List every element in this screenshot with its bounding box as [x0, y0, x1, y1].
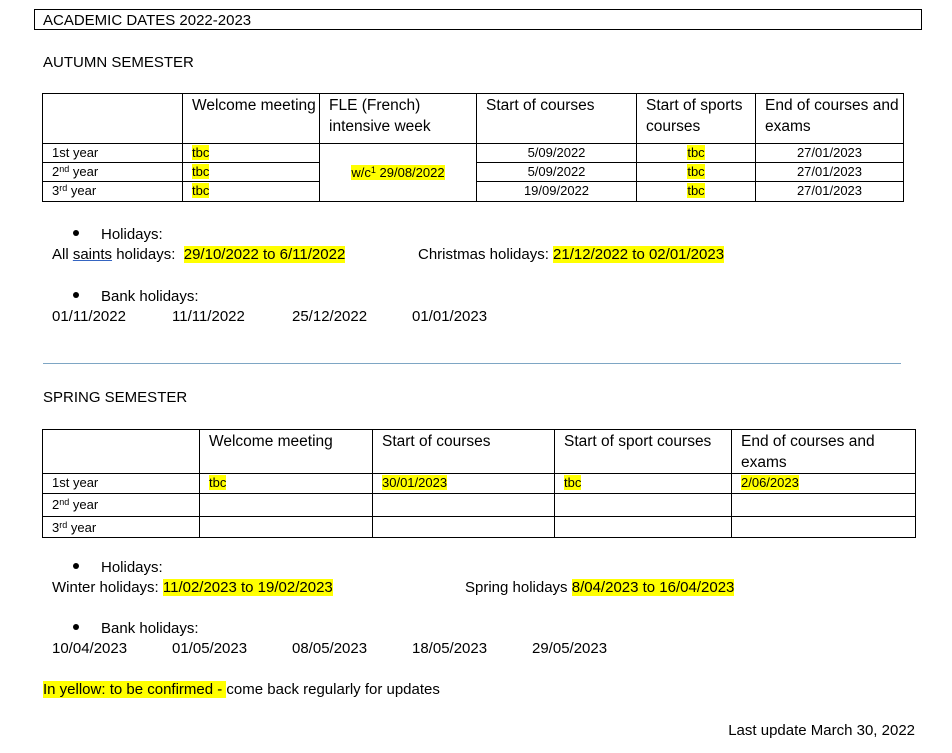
bank-holiday-date: 01/01/2023: [412, 308, 488, 325]
spring-header-welcome: Welcome meeting: [200, 430, 373, 474]
sports-cell: tbc: [637, 144, 756, 163]
bullet-icon: [73, 624, 79, 630]
end-cell: [732, 517, 916, 538]
sports-cell: tbc: [555, 474, 732, 494]
autumn-bank-holiday-dates: [52, 308, 552, 328]
bank-holidays-label: Bank holidays:: [101, 620, 199, 637]
start-cell: 19/09/2022: [477, 182, 637, 202]
bank-holiday-date: 01/11/2022: [52, 308, 126, 325]
table-row: [43, 144, 904, 163]
bank-holiday-date: 29/05/2023: [532, 640, 608, 657]
autumn-header-end: End of courses and exams: [756, 94, 904, 144]
bullet-icon: [73, 563, 79, 569]
spring-bank-holiday-dates: [52, 640, 652, 660]
spring-dates-table: [42, 429, 916, 538]
winter-holidays: Winter holidays: 11/02/2023 to 19/02/2023: [52, 579, 333, 596]
bank-holiday-date: 25/12/2022: [292, 308, 368, 325]
end-cell: [732, 494, 916, 517]
autumn-header-empty: [43, 94, 183, 144]
spring-header-sports: Start of sport courses: [555, 430, 732, 474]
spring-header-end: End of courses and exams: [732, 430, 916, 474]
year-label: 3rd year: [43, 517, 200, 538]
welcome-cell: tbc: [183, 182, 320, 202]
end-cell: 27/01/2023: [756, 182, 904, 202]
autumn-semester-heading: AUTUMN SEMESTER: [43, 54, 194, 71]
welcome-cell: tbc: [183, 163, 320, 182]
spring-holidays: Spring holidays 8/04/2023 to 16/04/2023: [465, 579, 735, 596]
holidays-label: Holidays:: [101, 559, 163, 576]
autumn-bank-holidays-bullet: [73, 288, 199, 305]
end-cell: 27/01/2023: [756, 163, 904, 182]
spring-header-row: [43, 430, 916, 474]
document-title: ACADEMIC DATES 2022-2023: [34, 9, 922, 30]
bullet-icon: [73, 230, 79, 236]
year-label: 1st year: [43, 474, 200, 494]
bank-holiday-date: 08/05/2023: [292, 640, 368, 657]
start-cell: 5/09/2022: [477, 163, 637, 182]
sports-cell: tbc: [637, 182, 756, 202]
spring-header-start: Start of courses: [373, 430, 555, 474]
spring-header-empty: [43, 430, 200, 474]
all-saints-holidays: All saints holidays: 29/10/2022 to 6/11/2022: [52, 246, 346, 263]
spring-bank-holidays-bullet: [73, 620, 199, 637]
table-row: [43, 474, 916, 494]
start-cell: [373, 517, 555, 538]
welcome-cell: [200, 517, 373, 538]
bank-holiday-date: 10/04/2023: [52, 640, 128, 657]
year-label: 3rd year: [43, 182, 183, 202]
welcome-cell: tbc: [183, 144, 320, 163]
year-label: 2nd year: [43, 163, 183, 182]
autumn-dates-table: [42, 93, 904, 202]
bank-holiday-date: 18/05/2023: [412, 640, 488, 657]
end-cell: 2/06/2023: [732, 474, 916, 494]
section-divider: [43, 363, 901, 364]
spring-holidays-bullet: [73, 559, 163, 576]
autumn-header-fle: FLE (French) intensive week: [320, 94, 477, 144]
last-update: Last update March 30, 2022: [728, 722, 915, 739]
bullet-icon: [73, 292, 79, 298]
year-label: 2nd year: [43, 494, 200, 517]
sports-cell: tbc: [637, 163, 756, 182]
fle-cell: $w/c^1$ 29/08/2022: [320, 144, 477, 202]
end-cell: 27/01/2023: [756, 144, 904, 163]
legend-note: In yellow: to be confirmed - come back regularly for updates: [43, 681, 440, 698]
welcome-cell: [200, 494, 373, 517]
table-row: [43, 494, 916, 517]
autumn-header-row: [43, 94, 904, 144]
sports-cell: [555, 517, 732, 538]
autumn-holidays-bullet: [73, 226, 163, 243]
christmas-holidays: Christmas holidays: 21/12/2022 to 02/01/2023: [418, 246, 725, 263]
autumn-header-sports: Start of sports courses: [637, 94, 756, 144]
bank-holiday-date: 11/11/2022: [172, 308, 245, 325]
start-cell: 30/01/2023: [373, 474, 555, 494]
start-cell: [373, 494, 555, 517]
autumn-header-welcome: Welcome meeting: [183, 94, 320, 144]
year-label: 1st year: [43, 144, 183, 163]
welcome-cell: tbc: [200, 474, 373, 494]
spring-semester-heading: SPRING SEMESTER: [43, 389, 188, 406]
start-cell: 5/09/2022: [477, 144, 637, 163]
holidays-label: Holidays:: [101, 226, 163, 243]
bank-holidays-label: Bank holidays:: [101, 288, 199, 305]
sports-cell: [555, 494, 732, 517]
autumn-header-start: Start of courses: [477, 94, 637, 144]
table-row: [43, 517, 916, 538]
bank-holiday-date: 01/05/2023: [172, 640, 248, 657]
